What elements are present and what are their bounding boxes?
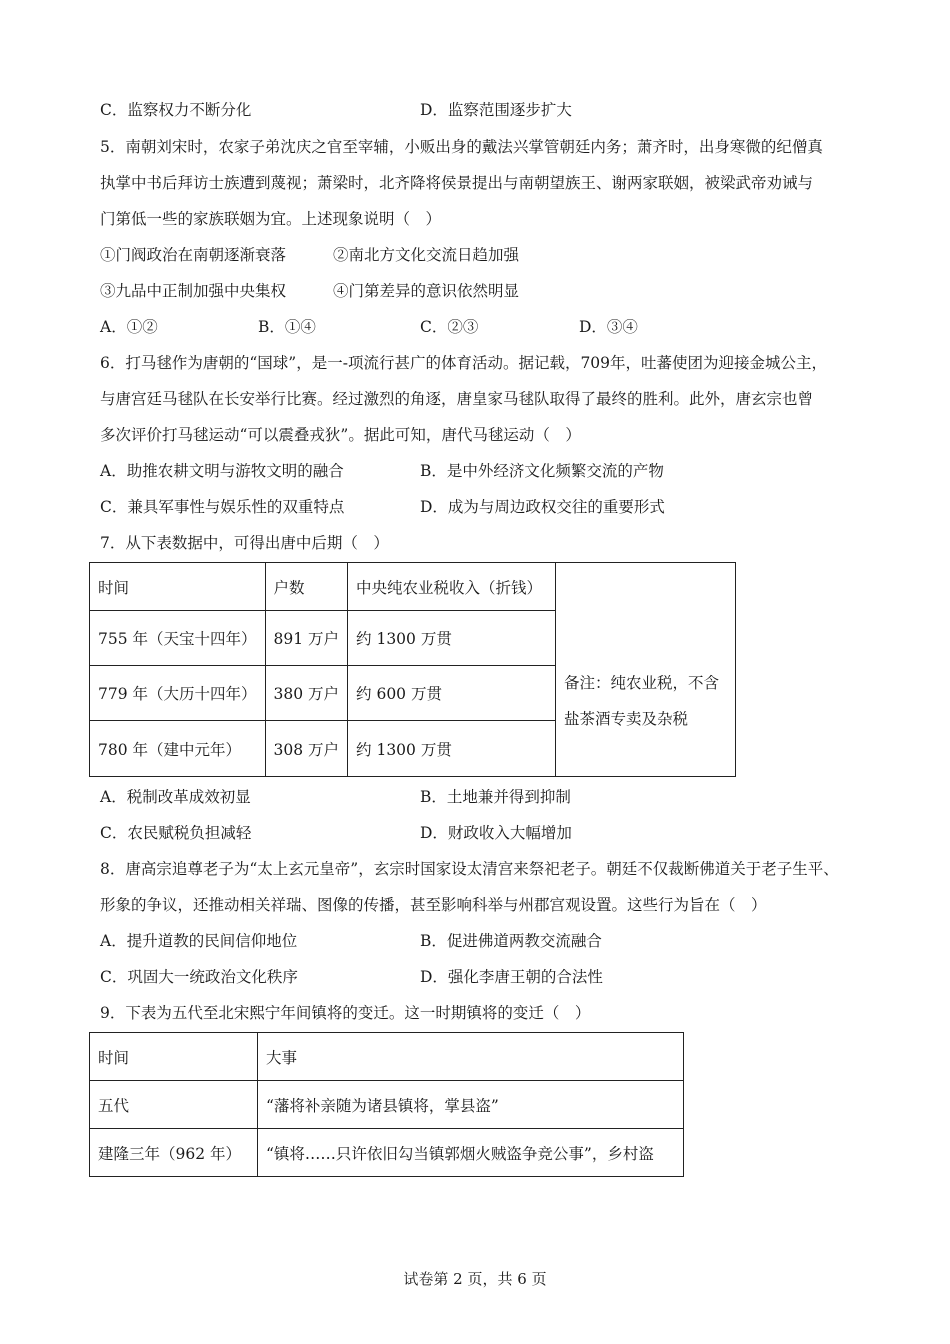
table-cell: 约 600 万贯 (348, 666, 556, 721)
q7-stem: 7．从下表数据中，可得出唐中后期（ ） (100, 534, 389, 552)
q5-option-c: C．②③ (420, 318, 479, 336)
q5-stem-line-3: 门第低一些的家族联姻为宜。上述现象说明（ ） (100, 210, 442, 228)
table-header-cell: 户数 (265, 563, 348, 611)
q5-item-2: ②南北方文化交流日趋加强 (333, 246, 520, 264)
q9-table (89, 1032, 684, 1177)
q4-option-d: D．监察范围逐步扩大 (420, 101, 572, 119)
table-cell: 约 1300 万贯 (348, 611, 556, 666)
table-cell: “镇将……只许依旧勾当镇郭烟火贼盗争竞公事”，乡村盗 (258, 1129, 684, 1177)
q8-option-b: B．促进佛道两教交流融合 (420, 932, 602, 950)
q5-stem-line-1: 5．南朝刘宋时，农家子弟沈庆之官至宰辅，小贩出身的戴法兴掌管朝廷内务；萧齐时，出身寒微的纪僧真 (100, 138, 823, 156)
q7-option-d: D．财政收入大幅增加 (420, 824, 572, 842)
q7-table (89, 562, 736, 777)
q8-option-a: A．提升道教的民间信仰地位 (100, 932, 298, 950)
q5-option-d: D．③④ (579, 318, 638, 336)
table-note-line-2: 盐茶酒专卖及杂税 (564, 709, 689, 728)
q6-stem-line-2: 与唐宫廷马毬队在长安举行比赛。经过激烈的角逐，唐皇家马毬队取得了最终的胜利。此外，唐玄宗也曾 (100, 390, 814, 408)
table-row (90, 1129, 684, 1177)
table-header-cell: 大事 (258, 1033, 684, 1081)
table-cell: 308 万户 (265, 721, 348, 777)
table-cell: 建隆三年（962 年） (90, 1129, 258, 1177)
q5-item-1: ①门阀政治在南朝逐渐衰落 (100, 246, 287, 264)
q8-option-c: C．巩固大一统政治文化秩序 (100, 968, 298, 986)
table-header-row (90, 1033, 684, 1081)
table-header-cell: 中央纯农业税收入（折钱） (348, 563, 556, 611)
q6-stem-line-3: 多次评价打马毬运动“可以震叠戎狄”。据此可知，唐代马毬运动（ ） (100, 426, 581, 444)
table-row (90, 1081, 684, 1129)
q5-option-a: A．①② (100, 318, 158, 336)
table-header-row (90, 563, 736, 611)
q6-stem-line-1: 6．打马毬作为唐朝的“国球”，是一-项流行甚广的体育活动。据记载，709年，吐蕃使团为迎接金城公主， (100, 354, 828, 372)
table-cell: 380 万户 (265, 666, 348, 721)
table-cell: 755 年（天宝十四年） (90, 611, 266, 666)
q4-option-c: C．监察权力不断分化 (100, 101, 252, 119)
q5-item-4: ④门第差异的意识依然明显 (333, 282, 520, 300)
table-cell: 780 年（建中元年） (90, 721, 266, 777)
table-cell: 779 年（大历十四年） (90, 666, 266, 721)
q6-option-c: C．兼具军事性与娱乐性的双重特点 (100, 498, 345, 516)
table-cell: 约 1300 万贯 (348, 721, 556, 777)
q5-option-b: B．①④ (258, 318, 316, 336)
table-cell: “藩将补亲随为诸县镇将，掌县盗” (258, 1081, 684, 1129)
table-note-cell (556, 563, 736, 777)
q8-stem-line-1: 8．唐高宗追尊老子为“太上玄元皇帝”，玄宗时国家设太清宫来祭祀老子。朝廷不仅裁断佛道关于老子生平、 (100, 860, 839, 878)
q6-option-d: D．成为与周边政权交往的重要形式 (420, 498, 665, 516)
table-header-cell: 时间 (90, 1033, 258, 1081)
q8-option-d: D．强化李唐王朝的合法性 (420, 968, 603, 986)
q5-stem-line-2: 执掌中书后拜访士族遭到蔑视；萧梁时，北齐降将侯景提出与南朝望族王、谢两家联姻，被梁武帝劝诫与 (100, 174, 814, 192)
table-note-line-1: 备注：纯农业税，不含 (564, 673, 720, 692)
table-cell: 五代 (90, 1081, 258, 1129)
table-header-cell: 时间 (90, 563, 266, 611)
q7-option-a: A．税制改革成效初显 (100, 788, 251, 806)
q6-option-b: B．是中外经济文化频繁交流的产物 (420, 462, 664, 480)
q7-option-b: B．土地兼并得到抑制 (420, 788, 571, 806)
table-cell: 891 万户 (265, 611, 348, 666)
q6-option-a: A．助推农耕文明与游牧文明的融合 (100, 462, 344, 480)
q8-stem-line-2: 形象的争议，还推动相关祥瑞、图像的传播，甚至影响科举与州郡宫观设置。这些行为旨在（ ） (100, 896, 767, 914)
q7-option-c: C．农民赋税负担减轻 (100, 824, 252, 842)
q9-stem: 9．下表为五代至北宋熙宁年间镇将的变迁。这一时期镇将的变迁（ ） (100, 1004, 591, 1022)
q5-item-3: ③九品中正制加强中央集权 (100, 282, 287, 300)
page-footer: 试卷第 2 页，共 6 页 (403, 1270, 547, 1288)
